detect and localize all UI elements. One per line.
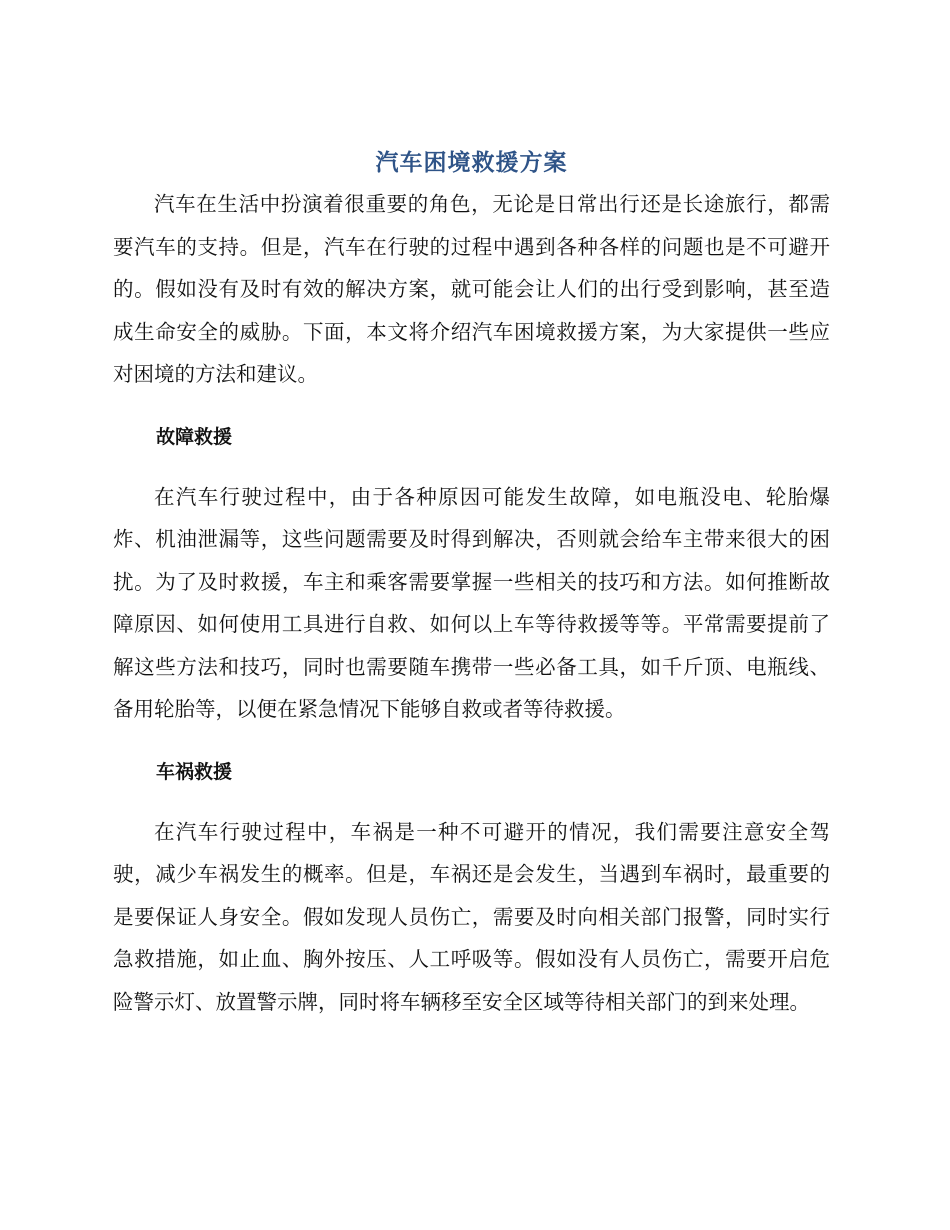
intro-paragraph: 汽车在生活中扮演着很重要的角色，无论是日常出行还是长途旅行，都需要汽车的支持。但是，汽车在行驶的过程中遇到各种各样的问题也是不可避开的。假如没有及时有效的解决方案，就可能会让人们的出行受到影响，甚至造成生命安全的威胁。下面，本文将介绍汽车困境救援方案，为大家提供一些应对困境的方法和建议。: [113, 192, 830, 386]
section-body-fault-rescue: 在汽车行驶过程中，由于各种原因可能发生故障，如电瓶没电、轮胎爆炸、机油泄漏等，这些问题需要及时得到解决，否则就会给车主带来很大的困扰。为了及时救援，车主和乘客需要掌握一些相关的技巧和方法。如何推断故障原因、如何使用工具进行自救、如何以上车等待救援等等。平常需要提前了解这些方法和技巧，同时也需要随车携带一些必备工具，如千斤顶、电瓶线、备用轮胎等，以便在紧急情况下能够自救或者等待救援。: [113, 484, 830, 721]
section-heading-accident-rescue: 车祸救援: [156, 760, 233, 783]
section-heading-fault-rescue: 故障救援: [156, 425, 233, 448]
document-page: [113, 143, 830, 1023]
section-body-accident-rescue: 在汽车行驶过程中，车祸是一种不可避开的情况，我们需要注意安全驾驶，减少车祸发生的概率。但是，车祸还是会发生，当遇到车祸时，最重要的是要保证人身安全。假如发现人员伤亡，需要及时向相关部门报警，同时实行急救措施，如止血、胸外按压、人工呼吸等。假如没有人员伤亡，需要开启危险警示灯、放置警示牌，同时将车辆移至安全区域等待相关部门的到来处理。: [113, 819, 830, 1014]
document-title: 汽车困境救援方案: [375, 150, 568, 176]
